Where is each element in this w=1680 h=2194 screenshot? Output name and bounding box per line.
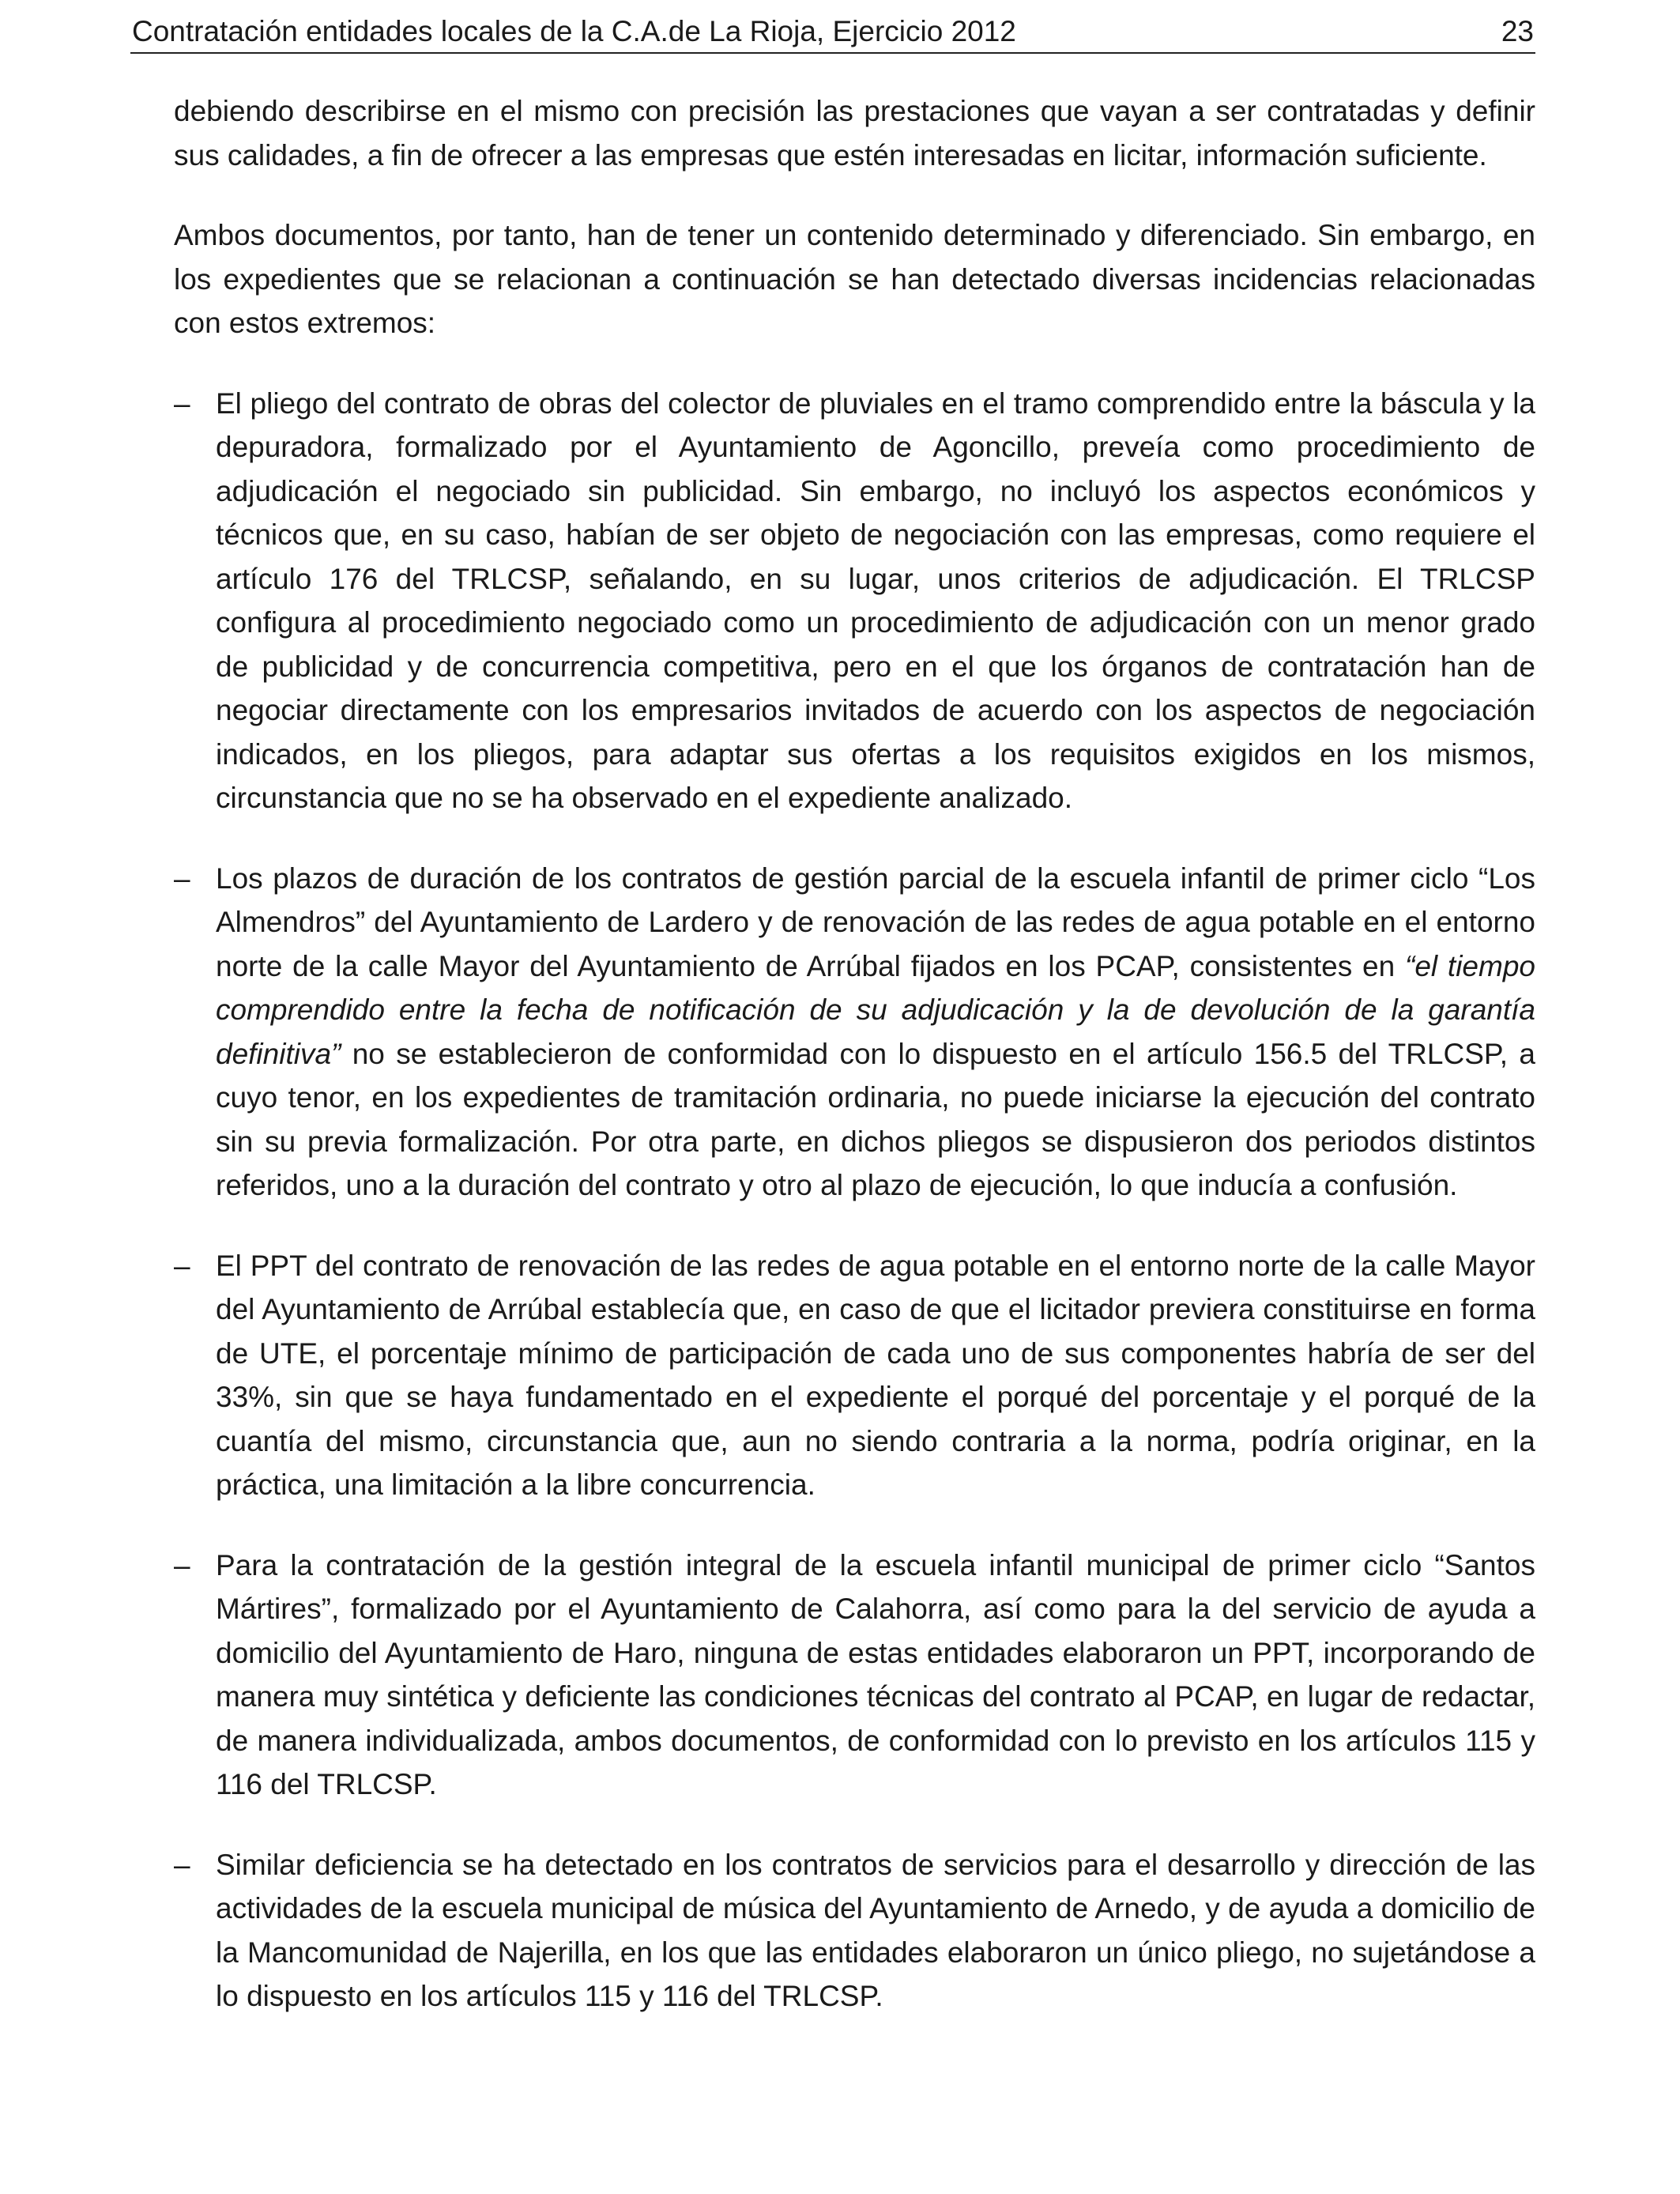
list-item-text-before: Los plazos de duración de los contratos de gestión parcial de la escuela infantil de primer ciclo “Los Almendros” del Ayuntamiento de Lardero y de renovación de las redes de agua potable en el entorno norte de la calle Mayor del Ayuntamiento de Arrúbal fijados en los PCAP, consistentes en: [216, 861, 1535, 982]
list-item: [174, 382, 1535, 820]
bullet-dash: –: [174, 386, 190, 420]
page-header: [130, 11, 1535, 54]
list-item-text: [216, 862, 1535, 1202]
list-item: [174, 857, 1535, 1208]
paragraph-intro: debiendo describirse en el mismo con precisión las prestaciones que vayan a ser contratadas y definir sus calidades, a fin de ofrecer a las empresas que estén interesadas en licitar, información suficiente.: [174, 95, 1535, 172]
paragraph-summary: Ambos documentos, por tanto, han de tener un contenido determinado y diferenciado. Sin embargo, en los expedientes que se relacionan a continuación se han detectado diversas incidencias relacionadas con estos extremos:: [174, 219, 1535, 339]
bullet-dash: –: [174, 1848, 190, 1881]
list-item-text-after: no se establecieron de conformidad con lo dispuesto en el artículo 156.5 del TRLCSP, a cuyo tenor, en los expedientes de tramitación ordinaria, no puede iniciarse la ejecución del contrato sin su previa formalización. Por otra parte, en dichos pliegos se dispusieron dos periodos distintos referidos, uno a la duración del contrato y otro al plazo de ejecución, lo que inducía a confusión.: [216, 1037, 1535, 1201]
list-item-text: El pliego del contrato de obras del colector de pluviales en el tramo comprendido entre la báscula y la depuradora, formalizado por el Ayuntamiento de Agoncillo, preveía como procedimiento de adjudicación el negociado sin publicidad. Sin embargo, no incluyó los aspectos económicos y técnicos que, en su caso, habían de ser objeto de negociación con las empresas, como requiere el artículo 176 del TRLCSP, señalando, en su lugar, unos criterios de adjudicación. El TRLCSP configura al procedimiento negociado como un procedimiento de adjudicación con un menor grado de publicidad y de concurrencia competitiva, pero en el que los órganos de contratación han de negociar directamente con los empresarios invitados de acuerdo con los aspectos de negociación indicados, en los pliegos, para adaptar sus ofertas a los requisitos exigidos en los mismos, circunstancia que no se ha observado en el expediente analizado.: [216, 386, 1535, 814]
document-title: Contratación entidades locales de la C.A.de La Rioja, Ejercicio 2012: [132, 15, 1016, 47]
italic-quote: “el tiempo comprendido entre la fecha de notificación de su adjudicación y la de devolución de la garantía definitiva”: [216, 949, 1535, 1070]
list-item: [174, 1544, 1535, 1807]
bullet-dash: –: [174, 861, 190, 895]
list-item-text: El PPT del contrato de renovación de las redes de agua potable en el entorno norte de la calle Mayor del Ayuntamiento de Arrúbal establecía que, en caso de que el licitador previera constituirse en forma de UTE, el porcentaje mínimo de participación de cada uno de sus componentes habría de ser del 33%, sin que se haya fundamentado en el expediente el porqué del porcentaje y el porqué de la cuantía del mismo, circunstancia que, aun no siendo contraria a la norma, podría originar, en la práctica, una limitación a la libre concurrencia.: [216, 1249, 1535, 1501]
list-item-text: Similar deficiencia se ha detectado en los contratos de servicios para el desarrollo y dirección de las actividades de la escuela municipal de música del Ayuntamiento de Arnedo, y de ayuda a domicilio de la Mancomunidad de Najerilla, en los que las entidades elaboraron un único pliego, no sujetándose a lo dispuesto en los artículos 115 y 116 del TRLCSP.: [216, 1848, 1535, 2012]
list-item-text: Para la contratación de la gestión integral de la escuela infantil municipal de primer ciclo “Santos Mártires”, formalizado por el Ayuntamiento de Calahorra, así como para la del servicio de ayuda a domicilio del Ayuntamiento de Haro, ninguna de estas entidades elaboraron un PPT, incorporando de manera muy sintética y deficiente las condiciones técnicas del contrato al PCAP, en lugar de redactar, de manera individualizada, ambos documentos, de conformidad con lo previsto en los artículos 115 y 116 del TRLCSP.: [216, 1548, 1535, 1800]
bullet-dash: –: [174, 1249, 190, 1282]
list-item: [174, 1843, 1535, 2019]
list-item: [174, 1244, 1535, 1507]
page-number: 23: [1501, 15, 1534, 47]
document-body: [174, 89, 1535, 2019]
bullet-dash: –: [174, 1548, 190, 1581]
